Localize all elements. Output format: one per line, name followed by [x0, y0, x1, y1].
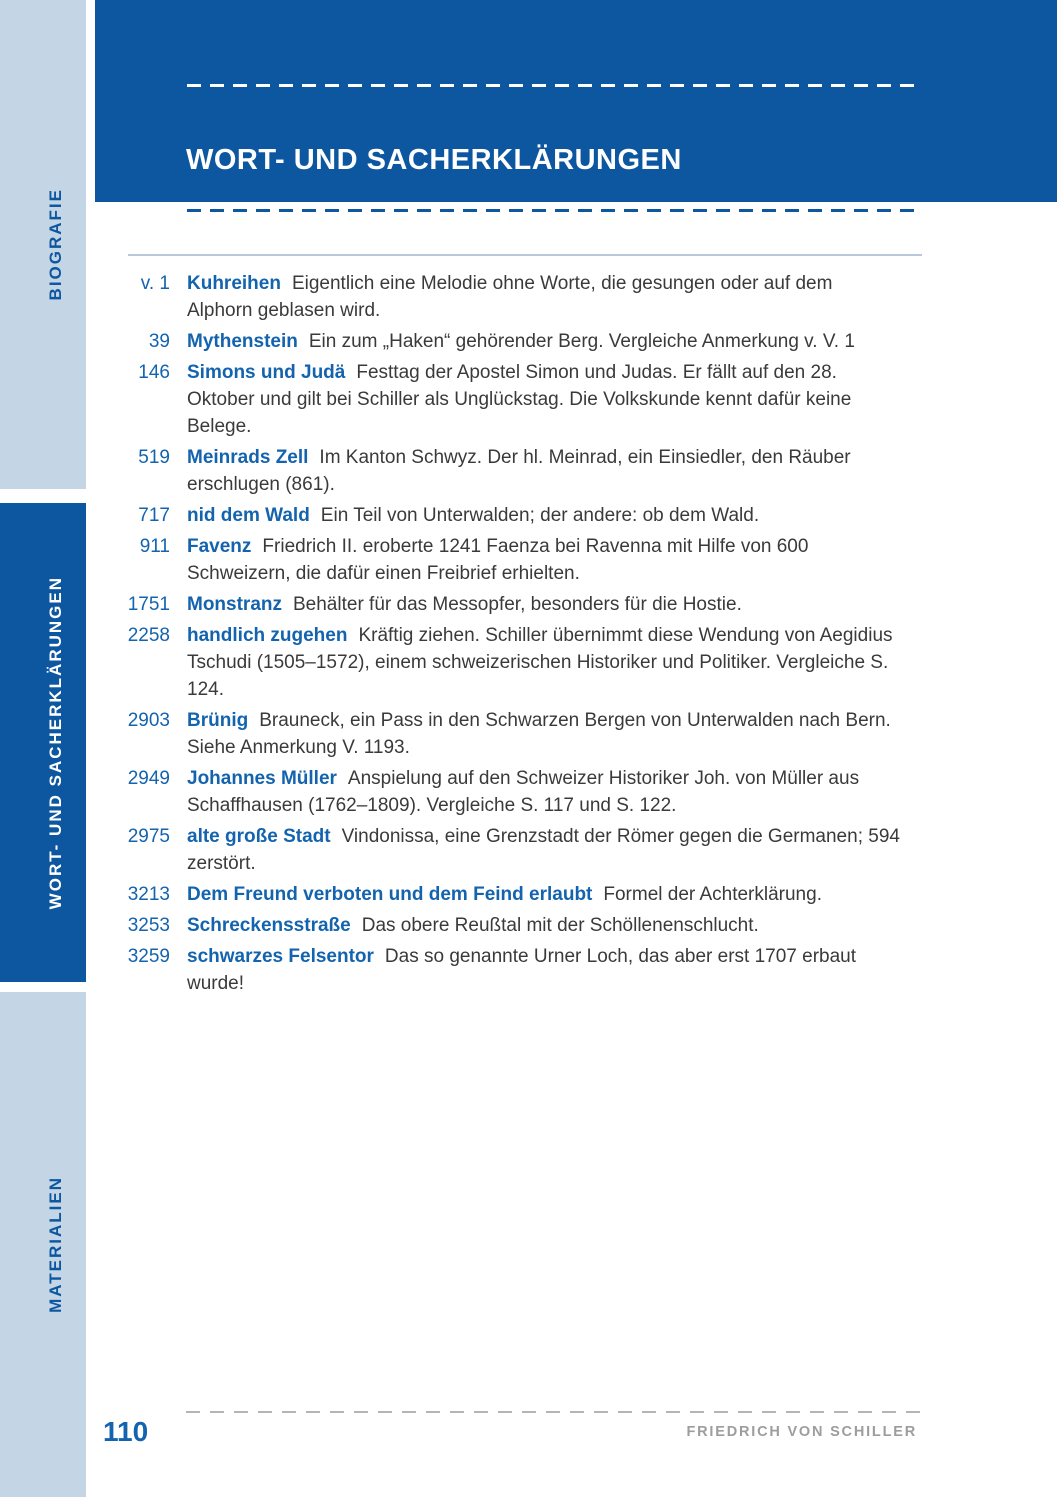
entry-explanation: Eigentlich eine Melodie ohne Worte, die gesungen oder auf dem Alphorn geblasen wird.: [187, 273, 833, 321]
entry-text: [187, 359, 902, 440]
glossary-entry: [95, 912, 927, 939]
verse-number: v. 1: [140, 273, 170, 294]
entry-term: schwarzes Felsentor: [187, 946, 374, 967]
entry-term: alte große Stadt: [187, 826, 331, 847]
sidebar-tab-label: WORT- UND SACHERKLÄRUNGEN: [46, 575, 65, 910]
entry-text: [187, 591, 902, 618]
entry-explanation: Das so genannte Urner Loch, das aber erst 1707 erbaut wurde!: [187, 946, 856, 994]
verse-number: 3213: [127, 884, 170, 905]
entry-explanation: Das obere Reußtal mit der Schöllenenschlucht.: [361, 915, 759, 936]
glossary-list: [95, 270, 927, 1001]
entry-text: [187, 502, 902, 529]
glossary-entry: [95, 533, 927, 587]
entry-term: Meinrads Zell: [187, 447, 309, 468]
verse-number: 519: [138, 447, 170, 468]
entry-term: Johannes Müller: [187, 768, 337, 789]
sidebar-tab-biografie: [0, 0, 86, 489]
verse-number: 2949: [127, 768, 170, 789]
entry-term: Simons und Judä: [187, 362, 346, 383]
glossary-entry: [95, 765, 927, 819]
verse-number: 2975: [127, 826, 170, 847]
glossary-entry: [95, 270, 927, 324]
sidebar-tab-materialien: [0, 992, 86, 1497]
entry-text: [187, 943, 902, 997]
glossary-entry: [95, 707, 927, 761]
glossary-entry: [95, 359, 927, 440]
glossary-entry: [95, 943, 927, 997]
entry-explanation: Ein Teil von Unterwalden; der andere: ob dem Wald.: [320, 505, 760, 526]
entry-explanation: Vindonissa, eine Grenzstadt der Römer gegen die Germanen; 594 zerstört.: [187, 826, 900, 874]
verse-number: 2258: [127, 625, 170, 646]
entry-term: Mythenstein: [187, 331, 298, 352]
entry-text: [187, 765, 902, 819]
entry-explanation: Brauneck, ein Pass in den Schwarzen Bergen von Unterwalden nach Bern. Siehe Anmerkung V. 1193.: [187, 710, 891, 758]
decorative-dashed-rule-below-banner: [187, 209, 922, 212]
verse-number: 3253: [127, 915, 170, 936]
entry-explanation: Kräftig ziehen. Schiller übernimmt diese Wendung von Aegidius Tschudi (1505–1572), einem schweizerischen Historiker und Politiker. Vergleiche S. 124.: [187, 625, 893, 700]
entry-explanation: Behälter für das Messopfer, besonders für die Hostie.: [293, 594, 742, 615]
footer-dashed-rule: [186, 1411, 922, 1413]
sidebar-tab-wort-und-sacherklaerungen: [0, 503, 86, 982]
entry-text: [187, 707, 902, 761]
entry-term: Monstranz: [187, 594, 282, 615]
glossary-entry: [95, 622, 927, 703]
entry-term: Kuhreihen: [187, 273, 281, 294]
entry-text: [187, 328, 902, 355]
glossary-entry: [95, 591, 927, 618]
verse-number: 911: [139, 536, 170, 557]
entry-explanation: Anspielung auf den Schweizer Historiker Joh. von Müller aus Schaffhausen (1762–1809). Vergleiche S. 117 und S. 122.: [187, 768, 860, 816]
footer-author: FRIEDRICH VON SCHILLER: [686, 1424, 917, 1440]
glossary-entry: [95, 502, 927, 529]
entry-term: handlich zugehen: [187, 625, 348, 646]
verse-number: 2903: [127, 710, 170, 731]
glossary-entry: [95, 444, 927, 498]
entry-text: [187, 881, 902, 908]
entry-explanation: Ein zum „Haken“ gehörender Berg. Vergleiche Anmerkung v. V. 1: [308, 331, 855, 352]
verse-number: 39: [148, 331, 170, 352]
entry-text: [187, 270, 902, 324]
entry-text: [187, 533, 902, 587]
entry-explanation: Im Kanton Schwyz. Der hl. Meinrad, ein Einsiedler, den Räuber erschlugen (861).: [187, 447, 851, 495]
page-number: 110: [103, 1416, 149, 1447]
entry-explanation: Festtag der Apostel Simon und Judas. Er fällt auf den 28. Oktober und gilt bei Schiller als Unglückstag. Die Volkskunde kennt dafür keine Belege.: [187, 362, 852, 437]
entry-explanation: Formel der Achterklärung.: [603, 884, 822, 905]
entry-text: [187, 823, 902, 877]
chapter-header-banner: [95, 0, 1057, 202]
sidebar-tab-label: BIOGRAFIE: [46, 188, 65, 301]
glossary-entry: [95, 881, 927, 908]
page-title: WORT- UND SACHERKLÄRUNGEN: [186, 144, 682, 176]
verse-number: 717: [138, 505, 170, 526]
glossary-entry: [95, 823, 927, 877]
entry-explanation: Friedrich II. eroberte 1241 Faenza bei Ravenna mit Hilfe von 600 Schweizern, die dafür einen Freibrief erhielten.: [187, 536, 809, 584]
entry-term: Schreckensstraße: [187, 915, 351, 936]
entry-term: Dem Freund verboten und dem Feind erlaubt: [187, 884, 593, 905]
entry-text: [187, 622, 902, 703]
entry-term: Favenz: [187, 536, 252, 557]
entry-text: [187, 444, 902, 498]
verse-number: 3259: [127, 946, 170, 967]
decorative-dashed-rule-top: [187, 84, 922, 87]
entry-term: Brünig: [187, 710, 249, 731]
entry-text: [187, 912, 902, 939]
verse-number: 146: [138, 362, 170, 383]
glossary-entry: [95, 328, 927, 355]
verse-number: 1751: [127, 594, 170, 615]
entry-term: nid dem Wald: [187, 505, 310, 526]
content-divider-rule: [128, 254, 922, 256]
sidebar-tab-label: MATERIALIEN: [46, 1176, 65, 1313]
